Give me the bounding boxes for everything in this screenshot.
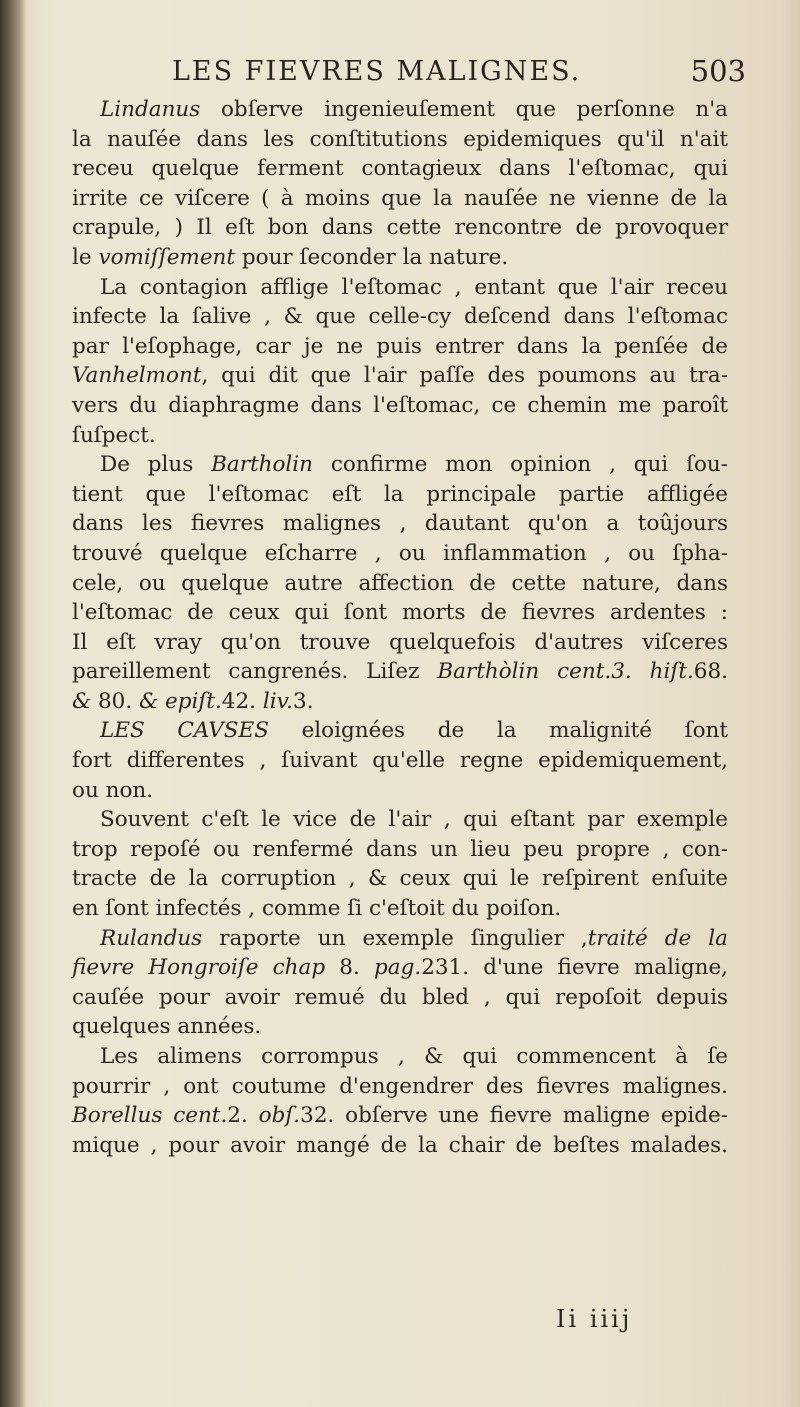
text-segment: De plus xyxy=(100,452,212,478)
text-segment: trouvé quelque eſcharre , ou inflammation , ou ſpha- xyxy=(72,540,728,566)
body-text xyxy=(72,95,728,1160)
text-segment: Souvent c'eſt le vice de l'air , qui eſtant par exemple xyxy=(100,807,728,833)
text-line xyxy=(72,539,728,569)
text-segment: cauſée pour avoir remué du bled , qui repoſoit depuis xyxy=(72,984,728,1010)
text-line xyxy=(72,983,728,1013)
text-line xyxy=(72,391,728,421)
text-segment: 8. xyxy=(325,955,374,981)
text-line xyxy=(72,805,728,835)
text-segment: trop repoſé ou renfermé dans un lieu peu propre , con- xyxy=(72,836,728,862)
italic-text: Barthòlin cent.3. hiſt. xyxy=(437,659,694,685)
text-segment: receu quelque ferment contagieux dans l'eſtomac, qui xyxy=(72,156,728,182)
text-segment: raporte un exemple ſingulier , xyxy=(202,925,588,951)
text-line xyxy=(72,924,728,954)
text-segment: confirme mon opinion , qui ſou- xyxy=(313,452,728,478)
italic-text: & epiſt. xyxy=(139,688,222,714)
text-segment: pourrir , ont coutume d'engendrer des fievres malignes. xyxy=(72,1073,728,1099)
text-line xyxy=(72,421,728,451)
text-segment: 68. xyxy=(693,659,728,685)
text-line xyxy=(72,776,728,806)
text-line xyxy=(72,332,728,362)
text-line xyxy=(72,1012,728,1042)
text-segment: irrite ce viſcere ( à moins que la nauſée ne vienne de la xyxy=(72,185,728,211)
text-segment: La contagion afflige l'eſtomac , entant que l'air receu xyxy=(100,274,728,300)
text-segment: ſuſpect. xyxy=(72,422,156,448)
italic-text: liv. xyxy=(262,688,294,714)
text-segment: pareillement cangrenés. Liſez xyxy=(72,659,438,685)
italic-text: pag. xyxy=(374,955,422,981)
text-line xyxy=(72,302,728,332)
text-segment: l'eſtomac de ceux qui ſont morts de fievres ardentes : xyxy=(72,600,728,626)
text-segment: obſerve ingenieuſement que perſonne n'a xyxy=(200,97,728,122)
text-segment: 32. obſerve une fievre maligne epide- xyxy=(300,1103,728,1129)
text-line xyxy=(72,95,728,125)
text-segment: dans les fievres malignes , dautant qu'on a toûjours xyxy=(72,511,728,537)
text-segment: eloignées de la malignité ſont xyxy=(268,718,729,744)
text-line xyxy=(72,125,728,155)
text-line xyxy=(72,450,728,480)
text-segment: ou non. xyxy=(72,777,154,803)
text-segment: tient que l'eſtomac eſt la principale partie affligée xyxy=(72,481,728,507)
text-segment: pour ſeconder la nature. xyxy=(235,244,509,270)
italic-text: Rulandus xyxy=(100,925,203,951)
italic-text: Vanhelmont xyxy=(72,363,202,389)
text-segment: par l'eſophage, car je ne puis entrer dans la penſée de xyxy=(72,333,728,359)
text-segment: en ſont infectés , comme ſi c'eſtoit du poiſon. xyxy=(72,896,562,922)
text-segment: , qui dit que l'air paſſe des poumons au tra- xyxy=(201,363,728,389)
text-segment: Il eſt vray qu'on trouve quelquefois d'autres viſceres xyxy=(72,629,728,655)
text-line xyxy=(72,1042,728,1072)
text-line xyxy=(72,480,728,510)
italic-text: Borellus cent. xyxy=(72,1103,228,1129)
italic-text: traité de la xyxy=(587,925,728,951)
text-segment: Les alimens corrompus , & qui commencent à ſe xyxy=(100,1044,728,1069)
page-header xyxy=(60,52,746,92)
text-line xyxy=(72,154,728,184)
text-line xyxy=(72,1101,728,1131)
text-line xyxy=(72,657,728,687)
text-line xyxy=(72,953,728,983)
text-segment: 42. xyxy=(221,688,263,714)
book-spine-shadow xyxy=(0,0,26,1407)
text-segment: mique , pour avoir mangé de la chair de beſtes malades. xyxy=(72,1132,728,1158)
text-segment: 80. xyxy=(97,688,140,714)
italic-text: fievre Hongroiſe chap xyxy=(72,955,326,981)
text-line xyxy=(72,184,728,214)
text-line xyxy=(72,273,728,303)
text-segment: cele, ou quelque autre affection de cette nature, dans xyxy=(72,570,728,596)
text-line xyxy=(72,569,728,599)
running-title: LES FIEVRES MALIGNES. xyxy=(172,56,582,87)
text-line xyxy=(72,835,728,865)
text-segment: la nauſée dans les conſtitutions epidemiques qu'il n'ait xyxy=(72,126,728,152)
text-segment: crapule, ) Il eſt bon dans cette rencontre de provoquer xyxy=(72,215,728,241)
text-segment: infecte la ſalive , & que celle-cy deſcend dans l'eſtomac xyxy=(72,304,728,330)
text-line xyxy=(72,213,728,243)
text-line xyxy=(72,1131,728,1161)
text-segment: vers du diaphragme dans l'eſtomac, ce chemin me paroît xyxy=(72,392,728,418)
text-line xyxy=(72,716,728,746)
italic-text: & xyxy=(72,688,98,714)
text-line xyxy=(72,628,728,658)
text-segment: le xyxy=(72,244,99,270)
text-line xyxy=(72,1072,728,1102)
text-line xyxy=(72,509,728,539)
italic-text: Lindanus xyxy=(100,97,201,122)
text-line xyxy=(72,243,728,273)
text-segment: 3. xyxy=(293,688,314,714)
text-line xyxy=(72,894,728,924)
italic-text: obſ. xyxy=(258,1103,301,1129)
text-segment: 2. xyxy=(227,1103,259,1129)
printer-signature-mark: Ii iiij xyxy=(556,1305,633,1333)
text-segment: tracte de la corruption , & ceux qui le reſpirent enſuite xyxy=(72,866,728,892)
text-line xyxy=(72,687,728,717)
text-segment: fort differentes , ſuivant qu'elle regne epidemiquement, xyxy=(72,748,728,774)
italic-text: vomiſſement xyxy=(98,244,236,270)
page-number: 503 xyxy=(690,54,746,88)
text-segment: 231. d'une fievre maligne, xyxy=(421,955,729,981)
text-line xyxy=(72,361,728,391)
text-line xyxy=(72,864,728,894)
italic-text: Bartholin xyxy=(211,452,314,478)
text-line xyxy=(72,598,728,628)
text-segment: quelques années. xyxy=(72,1014,262,1040)
italic-text: LES CAVSES xyxy=(100,718,269,744)
text-line xyxy=(72,746,728,776)
